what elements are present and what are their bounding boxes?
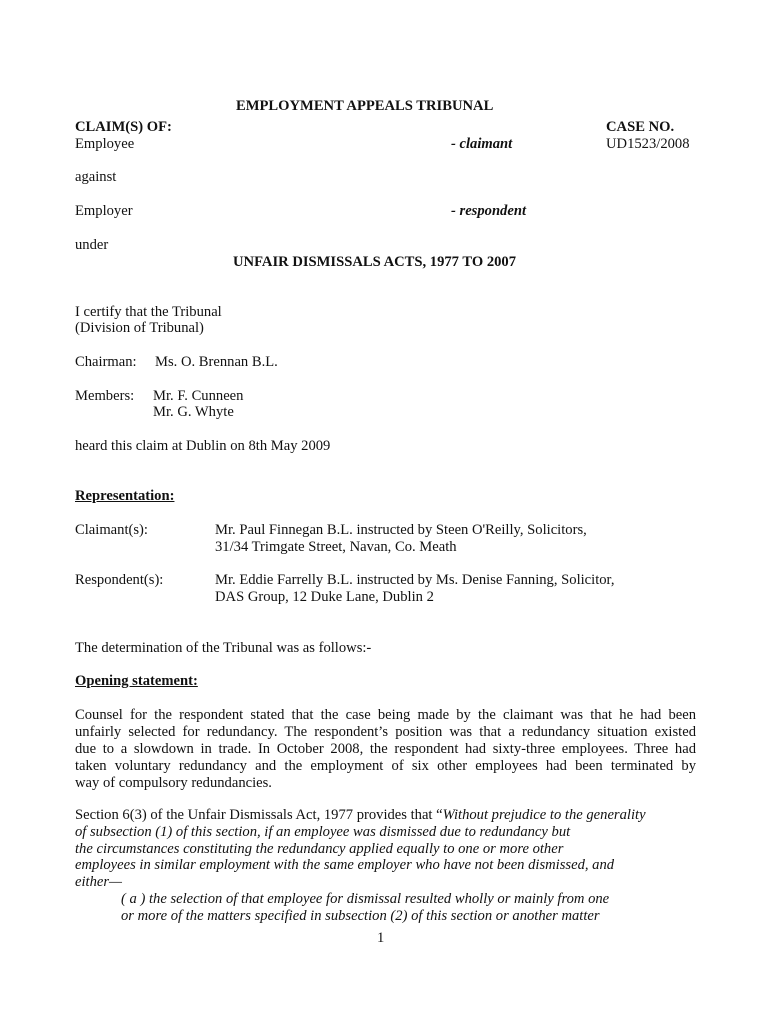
quote-line: of subsection (1) of this section, if an employee was dismissed due to redundancy but [75,824,571,840]
claimant-rep-line-2: 31/34 Trimgate Street, Navan, Co. Meath [215,539,457,555]
claims-of-label: CLAIM(S) OF: [75,119,172,135]
clause-line: ( a ) the selection of that employee for dismissal resulted wholly or mainly from one [121,891,610,907]
respondent-rep-line-2: DAS Group, 12 Duke Lane, Dublin 2 [215,589,434,605]
case-number: UD1523/2008 [606,136,690,152]
opening-statement-heading: Opening statement: [75,673,198,689]
claimant-role: - claimant [451,136,513,152]
paragraph-line: unfairly selected for redundancy. The respondent’s position was that a redundancy situation existed [75,724,696,740]
quote-line: employees in similar employment with the same employer who have not been dismissed, and [75,857,615,873]
paragraph-line: Counsel for the respondent stated that the case being made by the claimant was that he had been [75,707,696,723]
certify-line: I certify that the Tribunal [75,304,222,320]
paragraph-line: due to a slowdown in trade. In October 2008, the respondent had sixty-three employees. Three had [75,741,696,757]
against-label: against [75,169,117,185]
chairman-name: Ms. O. Brennan B.L. [155,354,278,370]
determination-line: The determination of the Tribunal was as follows:- [75,640,372,656]
member-2: Mr. G. Whyte [153,404,234,420]
quote-line: either— [75,874,123,890]
heard-line: heard this claim at Dublin on 8th May 2009 [75,438,331,454]
claimant-rep-label: Claimant(s): [75,522,148,538]
respondent-rep-label: Respondent(s): [75,572,164,588]
paragraph-line: way of compulsory redundancies. [75,775,272,791]
respondent-name: Employer [75,203,133,219]
page-number: 1 [377,930,385,946]
quote-line: the circumstances constituting the redundancy applied equally to one or more other [75,841,564,857]
claimant-name: Employee [75,136,135,152]
section-quote-intro [75,807,646,824]
opening-paragraph [75,707,696,792]
member-1: Mr. F. Cunneen [153,388,244,404]
respondent-rep-line-1: Mr. Eddie Farrelly B.L. instructed by Ms. Denise Fanning, Solicitor, [215,572,615,588]
act-title: UNFAIR DISMISSALS ACTS, 1977 TO 2007 [233,254,517,270]
under-label: under [75,237,109,253]
members-label: Members: [75,388,135,404]
claimant-rep-line-1: Mr. Paul Finnegan B.L. instructed by Steen O'Reilly, Solicitors, [215,522,587,538]
respondent-role: - respondent [451,203,526,219]
section-intro-text: Section 6(3) of the Unfair Dismissals Act, 1977 provides that “ [75,807,443,823]
representation-heading: Representation: [75,488,175,504]
clause-line: or more of the matters specified in subsection (2) of this section or another matter [121,908,600,924]
tribunal-title: EMPLOYMENT APPEALS TRIBUNAL [236,98,494,114]
case-no-label: CASE NO. [606,119,675,135]
quote-start: Without prejudice to the generality [442,807,646,823]
paragraph-line: taken voluntary redundancy and the employment of six other employees had been terminated by [75,758,696,774]
chairman-label: Chairman: [75,354,137,370]
division-line: (Division of Tribunal) [75,320,204,336]
